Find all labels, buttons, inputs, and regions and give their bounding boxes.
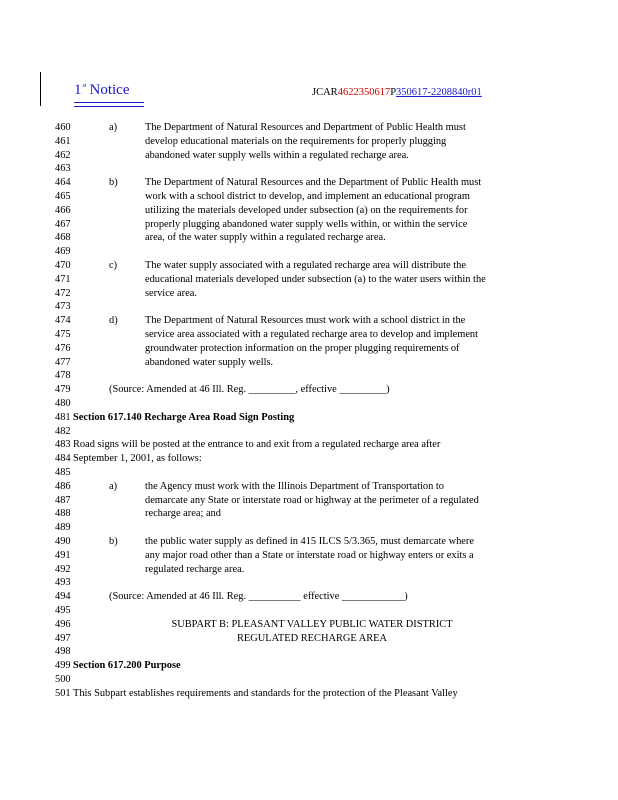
line-number: 481: [55, 411, 71, 423]
line-number: 465: [55, 191, 71, 202]
line-number: 480: [55, 398, 71, 409]
document-line: [0, 204, 618, 218]
document-line: [0, 300, 618, 314]
line-text: educational materials developed under subsection (a) to the water users within the: [145, 273, 486, 285]
notice-label: Notice: [89, 82, 130, 98]
document-line: [0, 521, 618, 535]
line-text: work with a school district to develop, and implement an educational program: [145, 191, 470, 202]
line-text: groundwater protection information on the proper plugging requirements of: [145, 342, 460, 354]
line-text: utilizing the materials developed under subsection (a) on the requirements for: [145, 204, 468, 216]
jcar-identifier: [312, 87, 482, 98]
document-line: [0, 218, 618, 232]
line-number: 494: [55, 591, 71, 603]
line-number: 470: [55, 260, 71, 271]
notice-superscript: st: [82, 83, 87, 89]
line-number: 478: [55, 370, 71, 382]
line-number: 490: [55, 536, 71, 547]
section-heading: Section 617.140 Recharge Area Road Sign Posting: [73, 411, 295, 423]
line-number: 479: [55, 384, 71, 396]
document-line: [0, 563, 618, 577]
line-text: any major road other than a State or interstate road or highway enters or exits a: [145, 549, 474, 561]
jcar-inserted-part: 350617-2208840r01: [396, 87, 482, 98]
document-line: [0, 535, 618, 549]
line-number: 482: [55, 425, 71, 437]
line-number: 477: [55, 356, 71, 368]
line-text: September 1, 2001, as follows:: [73, 453, 202, 465]
source-note: (Source: Amended at 46 Ill. Reg. __________ effective ____________): [109, 591, 408, 603]
document-line: [0, 673, 618, 687]
document-line: [0, 549, 618, 563]
document-line: [0, 121, 618, 135]
document-line: [0, 687, 618, 701]
line-text: This Subpart establishes requirements and standards for the protection of the Pleasant Valley: [73, 687, 458, 699]
line-text: service area associated with a regulated recharge area to develop and implement: [145, 329, 479, 340]
jcar-deleted-part: 4622350617: [337, 87, 391, 98]
line-text: recharge area; and: [145, 508, 221, 520]
subsection-label: b): [109, 536, 118, 547]
notice-underline-bottom: [74, 106, 144, 107]
line-text: properly plugging abandoned water supply wells within, or within the service: [145, 218, 468, 230]
jcar-prefix: JCAR: [312, 87, 338, 98]
document-line: [0, 397, 618, 411]
line-number: 483: [55, 439, 71, 451]
document-line: [0, 383, 618, 397]
document-line: [0, 287, 618, 301]
line-number: 476: [55, 342, 71, 354]
notice-number: 1: [74, 82, 82, 98]
document-line: [0, 645, 618, 659]
document-line: [0, 149, 618, 163]
line-text: area, of the water supply within a regulated recharge area.: [145, 232, 386, 244]
line-text: The water supply associated with a regulated recharge area will distribute the: [145, 260, 466, 271]
line-number: 485: [55, 467, 71, 478]
subsection-label: b): [109, 177, 118, 189]
document-line: [0, 438, 618, 452]
line-number: 500: [55, 674, 71, 685]
line-number: 466: [55, 204, 71, 216]
line-number: 467: [55, 218, 71, 230]
subpart-heading: SUBPART B: PLEASANT VALLEY PUBLIC WATER DISTRICT: [171, 618, 453, 630]
line-number: 491: [55, 549, 71, 561]
document-line: [0, 618, 618, 632]
line-number: 461: [55, 135, 71, 147]
document-line: [0, 576, 618, 590]
line-text: The Department of Natural Resources and Department of Public Health must: [145, 122, 466, 133]
line-number: 462: [55, 149, 71, 161]
document-line: [0, 190, 618, 204]
document-line: [0, 369, 618, 383]
line-number: 501: [55, 687, 71, 699]
line-text: develop educational materials on the requirements for properly plugging: [145, 135, 447, 147]
document-line: [0, 342, 618, 356]
line-number: 488: [55, 508, 71, 520]
section-heading: Section 617.200 Purpose: [73, 660, 181, 672]
line-number: 471: [55, 273, 71, 285]
line-text: the public water supply as defined in 415 ILCS 5/3.365, must demarcate where: [145, 536, 474, 547]
document-line: [0, 590, 618, 604]
document-line: [0, 259, 618, 273]
document-line: [0, 507, 618, 521]
line-number: 484: [55, 453, 71, 465]
document-line: [0, 135, 618, 149]
line-number: 473: [55, 301, 71, 313]
subsection-label: d): [109, 315, 118, 327]
document-line: [0, 231, 618, 245]
document-line: [0, 176, 618, 190]
notice-heading: [74, 82, 130, 99]
line-number: 460: [55, 122, 71, 133]
subsection-label: a): [109, 122, 118, 133]
document-line: [0, 425, 618, 439]
document-line: [0, 659, 618, 673]
line-number: 487: [55, 494, 71, 506]
document-line: [0, 356, 618, 370]
line-text: demarcate any State or interstate road or highway at the perimeter of a regulated: [145, 494, 479, 506]
line-number: 497: [55, 632, 71, 644]
line-text: service area.: [145, 287, 197, 299]
line-number: 489: [55, 522, 71, 534]
line-text: The Department of Natural Resources and the Department of Public Health must: [145, 177, 482, 189]
line-text: the Agency must work with the Illinois Department of Transportation to: [145, 480, 444, 492]
line-number: 464: [55, 177, 71, 189]
line-number: 499: [55, 660, 71, 672]
line-number: 469: [55, 246, 71, 258]
document-line: [0, 328, 618, 342]
document-line: [0, 245, 618, 259]
document-line: [0, 452, 618, 466]
line-number: 486: [55, 480, 71, 492]
document-line: [0, 162, 618, 176]
line-number: 463: [55, 163, 71, 175]
line-number: 472: [55, 287, 71, 299]
subsection-label: a): [109, 480, 118, 492]
document-line: [0, 480, 618, 494]
jcar-p: P: [390, 87, 397, 98]
document-line: [0, 494, 618, 508]
line-number: 475: [55, 329, 71, 340]
document-line: [0, 466, 618, 480]
line-number: 492: [55, 563, 71, 575]
line-text: regulated recharge area.: [145, 563, 245, 575]
document-line: [0, 604, 618, 618]
line-number: 474: [55, 315, 71, 327]
line-text: abandoned water supply wells.: [145, 356, 274, 368]
notice-underline-top: [74, 102, 144, 103]
document-line: [0, 411, 618, 425]
line-text: The Department of Natural Resources must work with a school district in the: [145, 315, 466, 327]
line-number: 468: [55, 232, 71, 244]
line-text: Road signs will be posted at the entrance to and exit from a regulated recharge area after: [73, 439, 441, 451]
line-number: 495: [55, 605, 71, 616]
source-note: (Source: Amended at 46 Ill. Reg. _________, effective _________): [109, 384, 390, 396]
line-number: 493: [55, 577, 71, 589]
subsection-label: c): [109, 260, 118, 271]
document-line: [0, 632, 618, 646]
line-number: 496: [55, 618, 71, 630]
line-text: abandoned water supply wells within a regulated recharge area.: [145, 149, 409, 161]
change-bar: [40, 72, 41, 106]
document-line: [0, 273, 618, 287]
subpart-heading: REGULATED RECHARGE AREA: [236, 632, 388, 644]
document-line: [0, 314, 618, 328]
line-number: 498: [55, 646, 71, 658]
